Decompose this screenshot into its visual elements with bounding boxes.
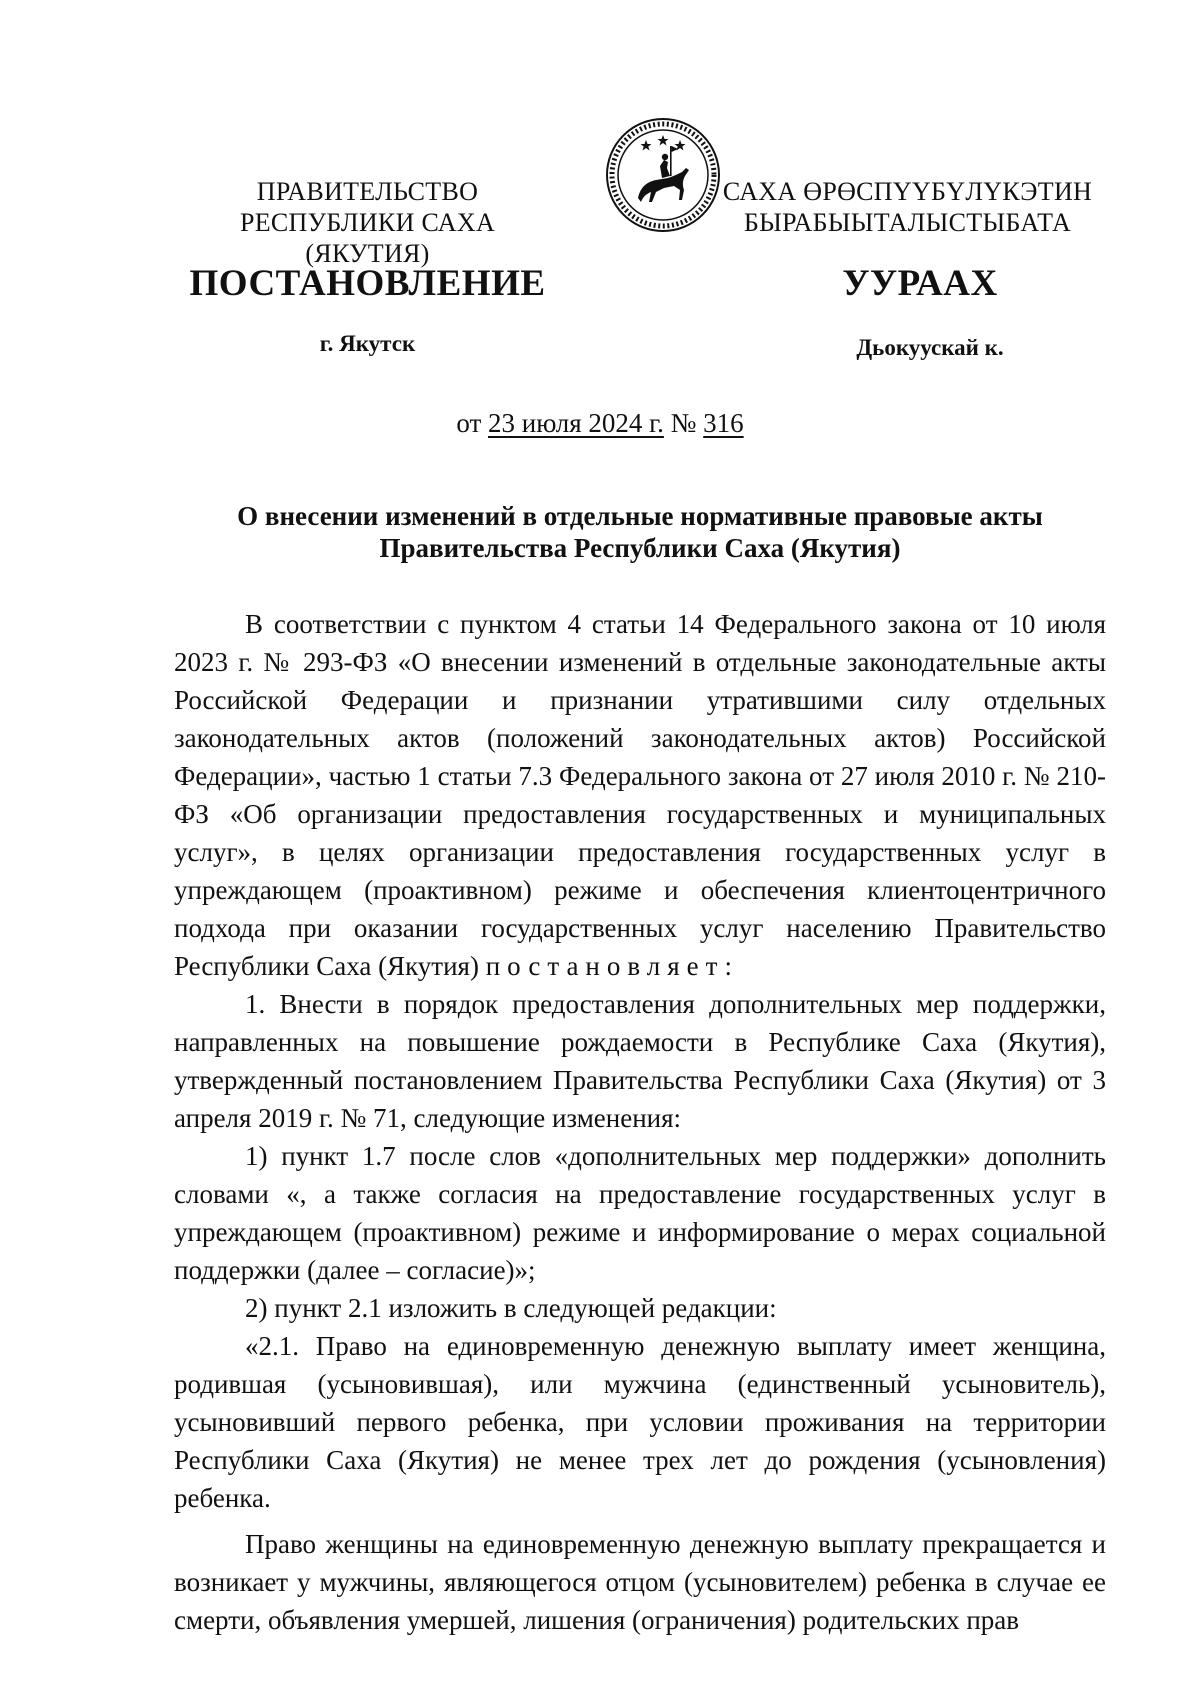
body-paragraph: Право женщины на единовременную денежную выплату прекращается и возникает у мужчины, являющегося отцом (усыновителем) ребенка в случае ее смерти, объявления умершей, лишения (ограничения) родительских прав: [174, 1529, 1106, 1635]
subclause-2-paragraph: 2) пункт 2.1 изложить в следующей редакции:: [245, 1293, 777, 1323]
org-name-yakut: [715, 176, 1100, 238]
resolution-verb: постановляет:: [485, 951, 739, 981]
org-name-line-2: БЫРАБЫЫТАЛЫСТЫБАТА: [743, 208, 1072, 237]
document-title: [175, 500, 1105, 564]
city-russian: г. Якутск: [319, 331, 416, 356]
doc-type-russian: ПОСТАНОВЛЕНИЕ: [189, 263, 546, 304]
date-number-line: [0, 408, 1200, 439]
document-body: [174, 605, 1106, 1639]
org-name-russian: [175, 176, 560, 269]
doc-type-yakut: УУРААХ: [842, 263, 998, 304]
title-line-2: Правительства Республики Саха (Якутия): [379, 533, 901, 563]
org-name-line-1: ПРАВИТЕЛЬСТВО: [256, 177, 479, 206]
org-name-line-2: РЕСПУБЛИКИ САХА (ЯКУТИЯ): [239, 208, 496, 268]
date-prefix: от: [456, 408, 482, 438]
document-date: 23 июля 2024 г.: [488, 408, 664, 438]
city-yakut: Дьокуускай к.: [856, 335, 1004, 360]
number-sign: №: [670, 408, 697, 438]
coat-of-arms-seal: [604, 116, 722, 234]
subclause-1-paragraph: 1) пункт 1.7 после слов «дополнительных мер поддержки» дополнить словами «, а также согласия на предоставление государственных услуг в упреждающем (проактивном) режиме и информирование о мерах социальной поддержки (далее – согласие)»;: [174, 1141, 1106, 1285]
org-name-line-1: САХА ӨРӨСПҮҮБҮЛҮКЭТИН: [722, 177, 1093, 206]
clause-1-paragraph: 1. Внести в порядок предоставления дополнительных мер поддержки, направленных на повышение рождаемости в Республике Саха (Якутия), утвержденный постановлением Правительства Республики Саха (Якутия) от 3 апреля 2019 г. № 71, следующие изменения:: [174, 989, 1106, 1133]
quoted-clause-paragraph: «2.1. Право на единовременную денежную выплату имеет женщина, родившая (усыновившая), или мужчина (единственный усыновитель), усыновивший первого ребенка, при условии проживания на территории Республики Саха (Якутия) не менее трех лет до рождения (усыновления) ребенка.: [174, 1331, 1106, 1513]
preamble-paragraph: [174, 605, 1106, 985]
title-line-1: О внесении изменений в отдельные нормативные правовые акты: [237, 501, 1043, 531]
seal-icon: [604, 116, 722, 234]
document-number: 316: [703, 408, 744, 438]
preamble-text: В соответствии с пунктом 4 статьи 14 Федерального закона от 10 июля 2023 г. № 293-ФЗ «О внесении изменений в отдельные законодательные акты Российской Федерации и признании утратившими силу отдельных законодательных актов (положений законодательных актов) Российской Федерации», частью 1 статьи 7.3 Федерального закона от 27 июля 2010 г. № 210-ФЗ «Об организации предоставления государственных и муниципальных услуг», в целях организации предоставления государственных услуг в упреждающем (проактивном) режиме и обеспечения клиентоцентричного подхода при оказании государственных услуг населению Правительство Республики Саха (Якутия): [174, 609, 1106, 981]
